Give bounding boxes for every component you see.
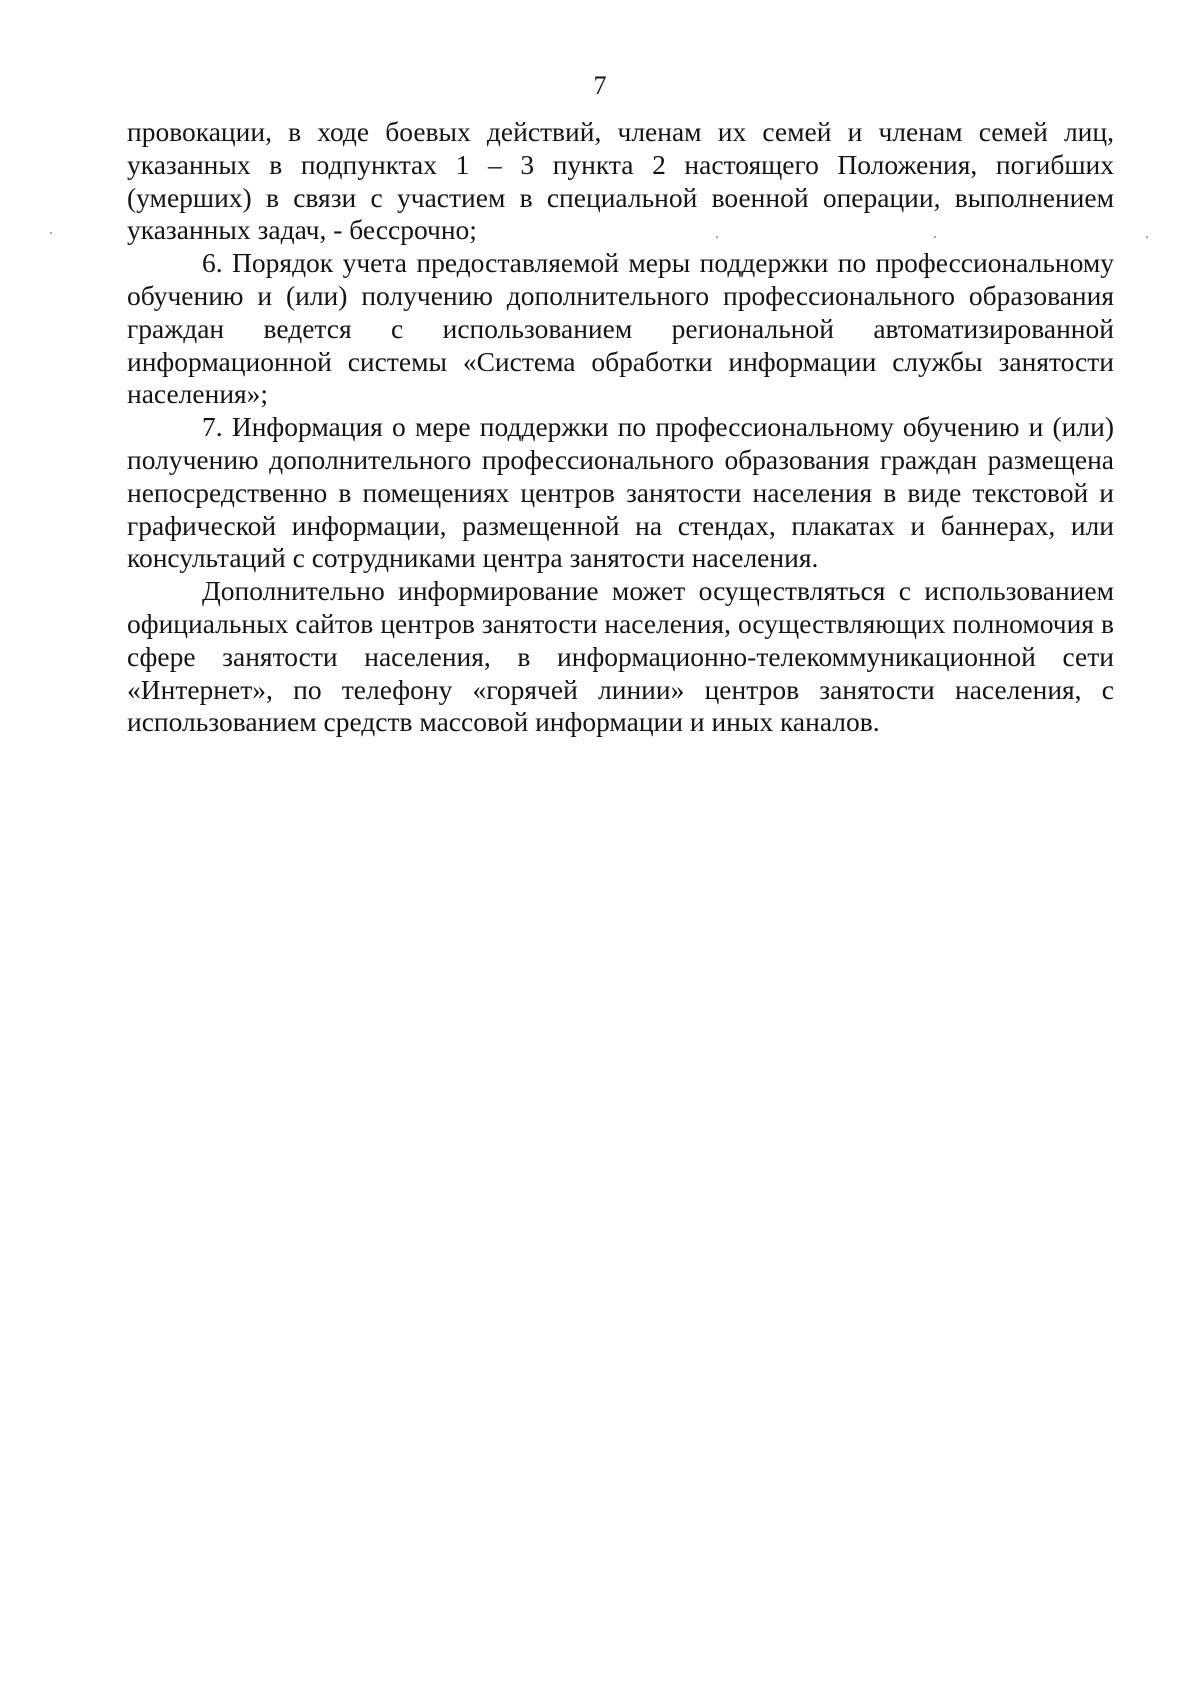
document-body [127, 116, 1114, 739]
scan-speck [1146, 236, 1148, 238]
paragraph-item-6: 6. Порядок учета предоставляемой меры поддержки по профессиональному обучению и (или) получению дополнительного профессионального образования граждан ведется с использованием региональной автоматизированной информационной системы «Система обработки информации службы занятости населения»; [127, 247, 1114, 410]
paragraph-item-7: 7. Информация о мере поддержки по профессиональному обучению и (или) получению дополнительного профессионального образования граждан размещена непосредственно в помещениях центров занятости населения в виде текстовой и графической информации, размещенной на стендах, плакатах и баннерах, или консультаций с сотрудниками центра занятости населения. [127, 411, 1114, 574]
page-number: 7 [593, 71, 607, 100]
scan-speck [716, 236, 718, 238]
scan-speck [934, 236, 936, 238]
scan-speck [50, 232, 52, 234]
paragraph-additional-info: Дополнительно информирование может осуществляться с использованием официальных сайтов центров занятости населения, осуществляющих полномочия в сфере занятости населения, в информационно-телекоммуникационной сети «Интернет», по телефону «горячей линии» центров занятости населения, с использованием средств массовой информации и иных каналов. [127, 575, 1114, 738]
paragraph-continuation: провокации, в ходе боевых действий, членам их семей и членам семей лиц, указанных в подпунктах 1 – 3 пункта 2 настоящего Положения, погибших (умерших) в связи с участием в специальной военной операции, выполнением указанных задач, - бессрочно; [127, 116, 1114, 246]
